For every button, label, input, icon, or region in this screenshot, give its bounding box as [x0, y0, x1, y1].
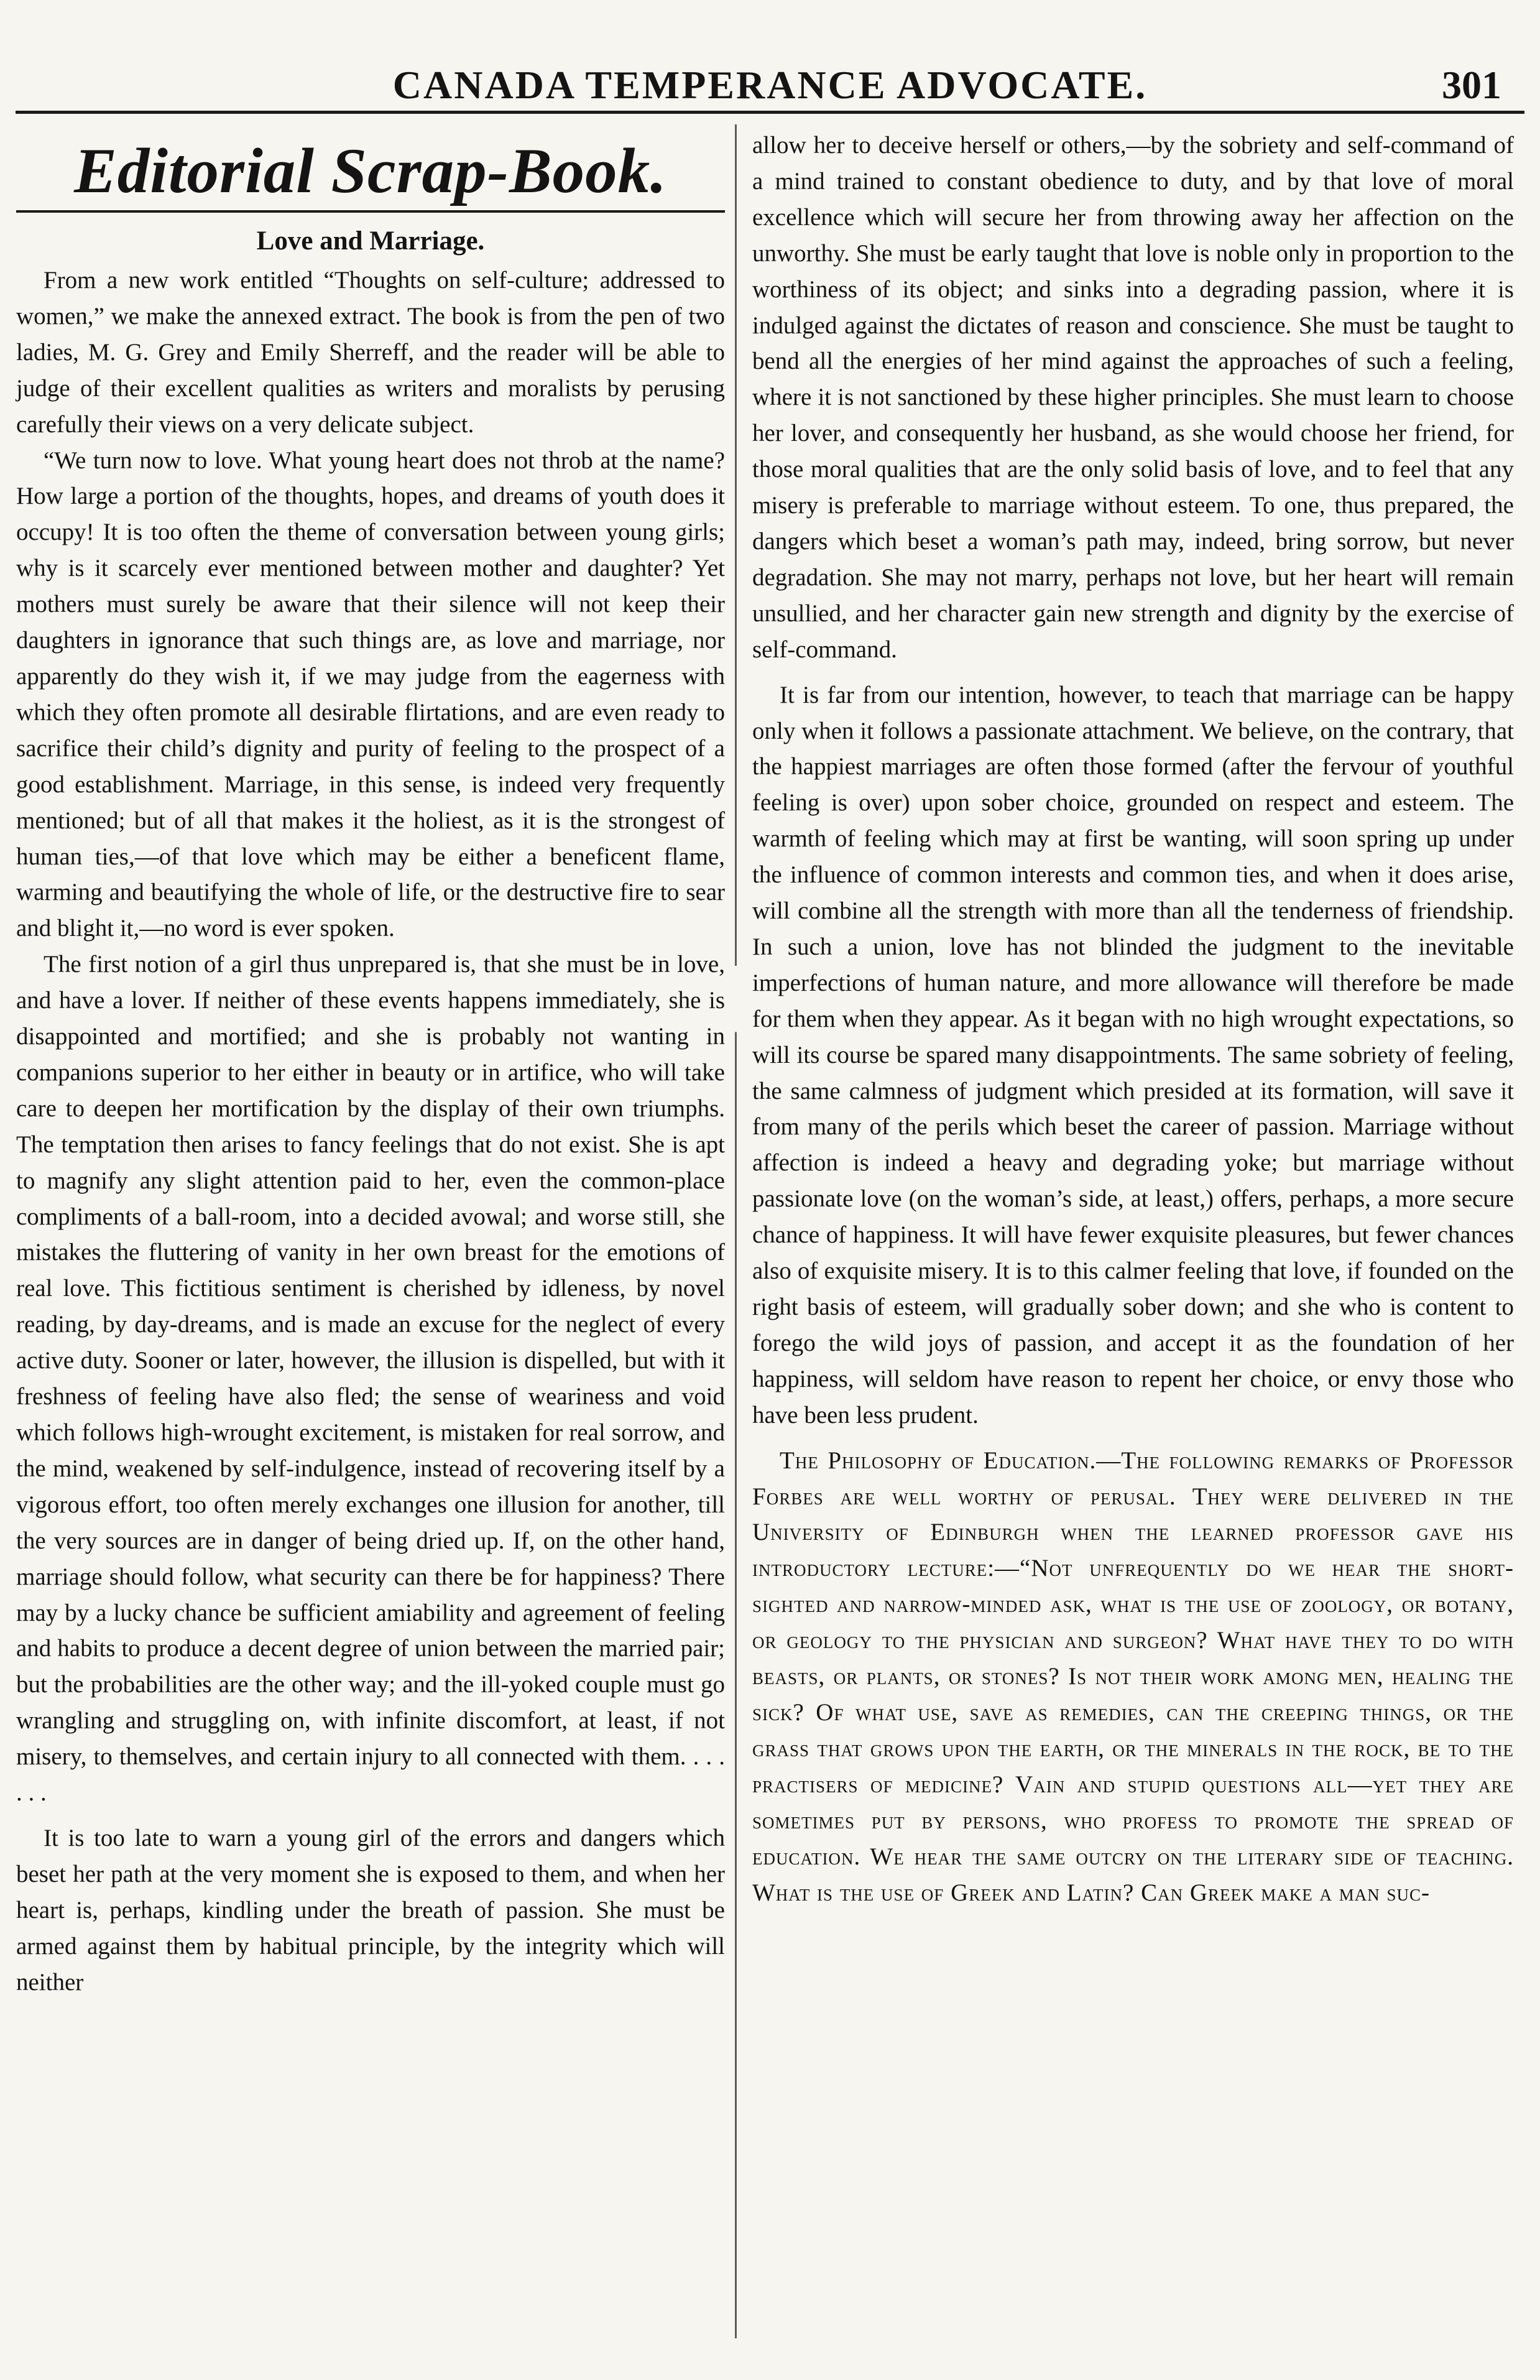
article-paragraph: “We turn now to love. What young heart does not throb at the name? How large a portion of the thoughts, hopes, and dreams of youth does it occupy! It is too often the theme of conversation between young girls; why is it scarcely ever mentioned between mother and daughter? Yet mothers must surely be aware that their silence will not keep their daughters in ignorance that such things are, as love and marriage, nor apparently do they wish it, if we may judge from the eagerness with which they often promote all desirable flirtations, and are even ready to sacrifice their child’s dignity and purity of feeling to the prospect of a good establishment. Marriage, in this sense, is indeed very frequently mentioned; but of all that makes it the holiest, as it is the strongest of human ties,—of that love which may be either a beneficent flame, warming and beautifying the whole of life, or the destructive fire to sear and blight it,—no word is ever spoken. [16, 447, 725, 942]
right-column [752, 127, 1514, 1910]
column-divider [735, 124, 737, 2338]
article-paragraph: It is too late to warn a young girl of the errors and dangers which beset her path at the very moment she is exposed to them, and when her heart is, perhaps, kindling under the breath of passion. She must be armed against them by habitual principle, by the integrity which will neither [16, 1824, 725, 1996]
philosophy-of-education-paragraph: The Philosophy of Education.—The following remarks of Professor Forbes are well worthy of perusal. They were delivered in the University of Edinburgh when the learned professor gave his introductory lecture:—“Not unfrequently do we hear the short-sighted and narrow-minded ask, what is the use of zoology, or botany, or geology to the physician and surgeon? What have they to do with beasts, or plants, or stones? Is not their work among men, healing the sick? Of what use, save as remedies, can the creeping things, or the grass that grows upon the earth, or the minerals in the rock, be to the practisers of medicine? Vain and stupid questions all—yet they are sometimes put by persons, who profess to promote the spread of education. We hear the same outcry on the literary side of teaching. What is the use of Greek and Latin? Can Greek make a man suc- [752, 1447, 1514, 1906]
love-and-marriage-heading: Love and Marriage. [256, 226, 485, 256]
article-paragraph: It is far from our intention, however, to teach that marriage can be happy only when it follows a passionate attachment. We believe, on the contrary, that the happiest marriages are often those formed (after the fervour of youthful feeling is over) upon sober choice, grounded on respect and esteem. The warmth of feeling which may at first be wanting, will soon spring up under the influence of common interests and common ties, and when it does arise, will combine all the strength with more than all the tenderness of friendship. In such a union, love has not blinded the judgment to the inevitable imperfections of human nature, and more allowance will therefore be made for them when they appear. As it began with no high wrought expectations, so will its course be spared many disappointments. The same sobriety of feeling, the same calmness of judgment which presided at its formation, will save it from many of the perils which beset the career of passion. Marriage without affection is indeed a heavy and degrading yoke; but marriage without passionate love (on the woman’s side, at least,) offers, perhaps, a more secure chance of happiness. It will have fewer exquisite pleasures, but fewer chances also of exquisite misery. It is to this calmer feeling that love, if founded on the right basis of esteem, will gradually sober down; and she who is content to forego the wild joys of passion, and accept it as the foundation of her happiness, will seldom have reason to repent her choice, or envy those who have been less prudent. [752, 681, 1514, 1428]
left-column [16, 127, 725, 2001]
page-number: 301 [1442, 63, 1501, 107]
header-rule [16, 111, 1524, 114]
editorial-masthead [16, 127, 725, 213]
article-paragraph: The first notion of a girl thus unprepared is, that she must be in love, and have a lover. If neither of these events happens immediately, she is disappointed and mortified; and she is probably not wanting in companions superior to her either in beauty or in artifice, who will take care to deepen her mortification by the display of their own triumphs. The temptation then arises to fancy feelings that do not exist. She is apt to magnify any slight attention paid to her, even the common-place compliments of a ball-room, into a decided avowal; and worse still, she mistakes the fluttering of vanity in her own breast for the emotions of real love. This fictitious sentiment is cherished by idleness, by novel reading, by day-dreams, and is made an excuse for the neglect of every active duty. Sooner or later, however, the illusion is dispelled, but with it freshness of feeling have also fled; the sense of weariness and void which follows high-wrought excitement, is mistaken for real sorrow, and the mind, weakened by self-indulgence, instead of recovering itself by a vigorous effort, too often merely exchanges one illusion for another, till the very sources are in danger of being dried up. If, on the other hand, marriage should follow, what security can there be for happiness? There may by a lucky chance be sufficient amiability and agreement of feeling and habits to produce a decent degree of union between the married pair; but the probabilities are the other way; and the ill-yoked couple must go wrangling and struggling on, with infinite discomfort, at least, if not misery, to themselves, and certain injury to all connected with them. . . . . . . [16, 951, 725, 1807]
article-paragraph: allow her to deceive herself or others,—by the sobriety and self-command of a mind trained to constant obedience to duty, and by that love of moral excellence which will secure her from throwing away her affection on the unworthy. She must be early taught that love is noble only in proportion to the worthiness of its object; and sinks into a degrading passion, where it is indulged against the dictates of reason and conscience. She must be taught to bend all the energies of her mind against the approaches of such a feeling, where it is not sanctioned by these higher principles. She must learn to choose her lover, and consequently her husband, as she would choose her friend, for those moral qualities that are the only solid basis of love, and to feel that any misery is preferable to marriage without esteem. To one, thus prepared, the dangers which beset a woman’s path may, indeed, bring sorrow, but never degradation. She may not marry, perhaps not love, but her heart will remain unsullied, and her character gain new strength and dignity by the exercise of self-command. [752, 132, 1514, 663]
article-paragraph: From a new work entitled “Thoughts on self-culture; addressed to women,” we make the annexed extract. The book is from the pen of two ladies, M. G. Grey and Emily Sherreff, and the reader will be able to judge of their excellent qualities as writers and moralists by perusing carefully their views on a very delicate subject. [16, 267, 725, 438]
page-header [0, 62, 1540, 111]
newspaper-title: CANADA TEMPERANCE ADVOCATE. [392, 63, 1148, 107]
masthead-rule [16, 210, 725, 213]
editorial-scrap-book-title: Editorial Scrap-Book. [74, 136, 667, 206]
